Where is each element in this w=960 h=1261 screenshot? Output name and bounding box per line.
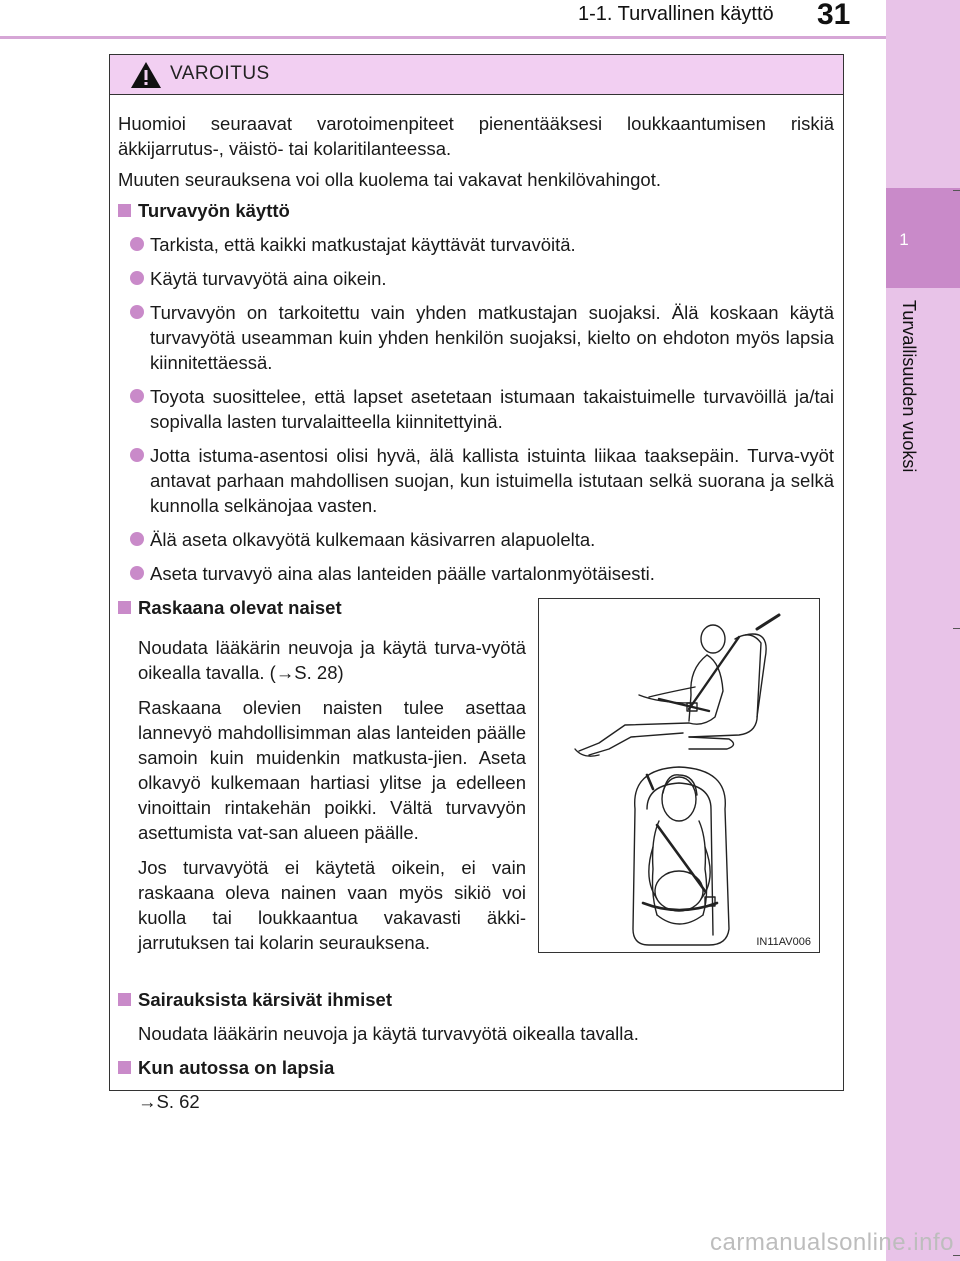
round-bullet-icon xyxy=(130,237,144,251)
watermark: carmanualsonline.info xyxy=(710,1229,954,1256)
round-bullet-icon xyxy=(130,271,144,285)
warning-triangle-icon xyxy=(129,60,163,90)
sidebar-tick xyxy=(953,1255,960,1256)
warning-header xyxy=(110,55,843,95)
square-bullet-icon xyxy=(118,601,131,614)
warning-title: VAROITUS xyxy=(170,63,270,84)
pregnancy-text xyxy=(138,635,526,965)
paragraph: Noudata lääkärin neuvoja ja käytä turva-vyötä oikealla tavalla. (→S. 28) xyxy=(138,637,526,683)
pregnant-woman-seatbelt-illustration xyxy=(539,599,819,952)
round-bullet-icon xyxy=(130,389,144,403)
bullet-item: Toyota suosittelee, että lapset asetetaan istumaan takaistuimelle turvavöillä ja/tai sopivalla lasten turvalaitteella kiinnitettyinä. xyxy=(130,384,834,434)
bullet-item: Turvavyön on tarkoitettu vain yhden matkustajan suojaksi. Älä koskaan käytä turvavyötä useamman kuin yhden henkilön suojaksi, kielto on ehdoton myös lapsia kiinnitettäessä. xyxy=(130,300,834,375)
section-text: Noudata lääkärin neuvoja ja käytä turvavyötä oikealla tavalla. xyxy=(138,1023,639,1044)
section-heading: Kun autossa on lapsia xyxy=(118,1055,834,1080)
page-number: 31 xyxy=(817,0,851,31)
bullet-item: Älä aseta olkavyötä kulkemaan käsivarren alapuolelta. xyxy=(130,527,834,552)
sidebar-tick xyxy=(953,190,960,191)
round-bullet-icon xyxy=(130,566,144,580)
chapter-number: 1 xyxy=(899,230,909,249)
paragraph: Raskaana olevien naisten tulee asettaa lannevyö mahdollisimman alas lanteiden päälle samoin kuin muidenkin matkusta-jien. Aseta olkavyö kulkemaan hartiasi ylitse ja edelleen vinoittain rintakehän poikki. Vältä turvavyön asettumista vat-san alueen päälle. xyxy=(138,697,526,843)
paragraph: Jos turvavyötä ei käytetä oikein, ei vain raskaana oleva nainen vaan myös sikiö voi kuolla tai loukkaantua vakavasti äkki-jarrutuksen tai kolarin seurauksena. xyxy=(138,857,526,953)
section-heading: Raskaana olevat naiset xyxy=(118,595,834,620)
section-heading: Sairauksista kärsivät ihmiset xyxy=(118,987,834,1012)
warning-box xyxy=(109,54,844,1112)
seatbelt-illustration xyxy=(538,598,820,953)
figure-code: IN11AV006 xyxy=(756,936,811,948)
page-reference: →S. 62 xyxy=(138,1091,200,1112)
square-bullet-icon xyxy=(118,204,131,217)
header-rule xyxy=(0,36,886,39)
chapter-label: Turvallisuuden vuoksi xyxy=(899,300,919,473)
round-bullet-icon xyxy=(130,305,144,319)
bullet-item: Tarkista, että kaikki matkustajat käyttävät turvavöitä. xyxy=(130,232,834,257)
intro-text-1: Huomioi seuraavat varotoimenpiteet pienentääksesi loukkaantumisen riskiä äkkijarrutus-, väistö- tai kolaritilanteessa. xyxy=(118,113,834,159)
bullet-item: Aseta turvavyö aina alas lanteiden päälle vartalonmyötäisesti. xyxy=(130,561,834,586)
square-bullet-icon xyxy=(118,1061,131,1074)
bullet-item: Jotta istuma-asentosi olisi hyvä, älä kallista istuinta liikaa taaksepäin. Turva-vyöt antavat parhaan mahdollisen suojan, kun istuimella istutaan selkä suorana ja selkä kunnolla selkänojaa vasten. xyxy=(130,443,834,518)
running-header-section: 1-1. Turvallinen käyttö xyxy=(578,3,774,25)
round-bullet-icon xyxy=(130,532,144,546)
round-bullet-icon xyxy=(130,448,144,462)
sidebar-tick xyxy=(953,628,960,629)
bullet-item: Käytä turvavyötä aina oikein. xyxy=(130,266,834,291)
intro-text-2: Muuten seurauksena voi olla kuolema tai vakavat henkilövahingot. xyxy=(118,169,661,190)
section-heading: Turvavyön käyttö xyxy=(118,198,834,223)
square-bullet-icon xyxy=(118,993,131,1006)
